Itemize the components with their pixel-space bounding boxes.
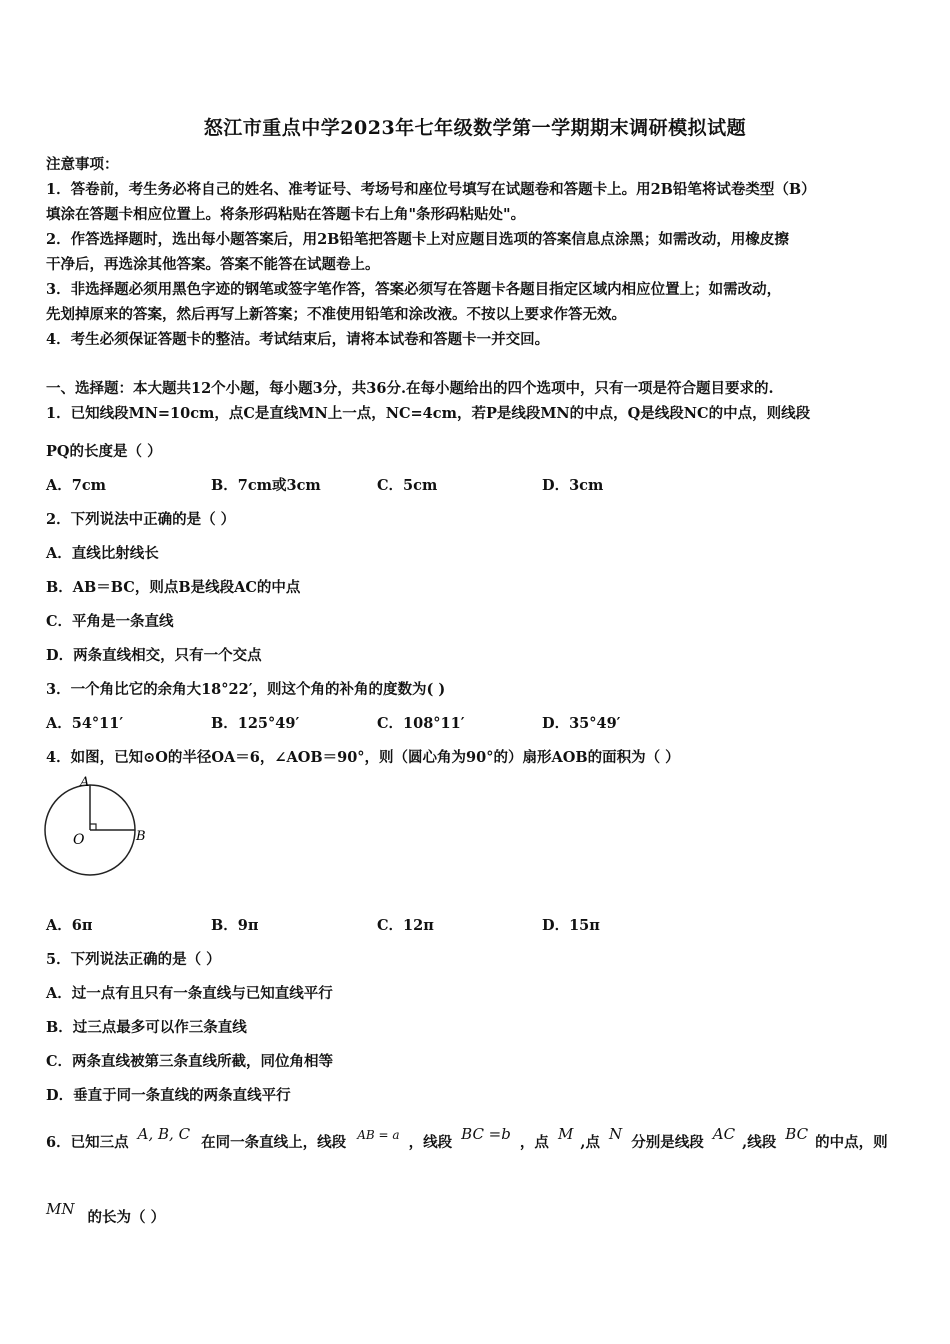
stem-text: 的长为（ ） [87, 1209, 166, 1226]
stem-text: 6．已知三点 [46, 1134, 129, 1151]
notice-line: 1．答卷前，考生务必将自己的姓名、准考证号、考场号和座位号填写在试题卷和答题卡上。用2B铅笔将试卷类型（B） [46, 181, 816, 198]
stem-text: ，线段 [408, 1134, 453, 1151]
question-6-stem [46, 1125, 888, 1152]
math-m: M [557, 1125, 574, 1143]
option-d: D．35°49′ [542, 715, 621, 732]
question-2-option-a: A．直线比射线长 [46, 545, 159, 562]
stem-text: 分别是线段 [631, 1134, 704, 1151]
question-4-stem: 4．如图，已知⊙O的半径OA＝6，∠AOB＝90°，则（圆心角为90°的）扇形AOB的面积为（ ） [46, 749, 680, 766]
right-angle-mark [90, 824, 96, 830]
question-5-option-c: C．两条直线被第三条直线所截，同位角相等 [46, 1053, 334, 1070]
math-points: A, B, C [137, 1125, 191, 1143]
circle-sector-figure [38, 772, 158, 890]
option-b: B．9π [211, 917, 259, 934]
question-2-stem: 2．下列说法中正确的是（ ） [46, 511, 236, 528]
math-bc: BC =b [461, 1125, 511, 1143]
notice-line: 填涂在答题卡相应位置上。将条形码粘贴在答题卡右上角"条形码粘贴处"。 [46, 206, 526, 223]
option-c: C．5cm [377, 477, 438, 494]
question-6-stem-cont [46, 1200, 166, 1227]
option-c: C．12π [377, 917, 434, 934]
stem-text: ,线段 [742, 1134, 777, 1151]
option-d: D．3cm [542, 477, 604, 494]
question-5-option-b: B．过三点最多可以作三条直线 [46, 1019, 247, 1036]
option-b: B．125°49′ [211, 715, 300, 732]
notice-heading: 注意事项： [46, 156, 119, 173]
stem-text: 的中点，则 [815, 1134, 888, 1151]
math-mn: MN [46, 1200, 75, 1218]
option-a: A．7cm [46, 477, 107, 494]
notice-line: 3．非选择题必须用黑色字迹的钢笔或签字笔作答，答案必须写在答题卡各题目指定区域内相应位置上；如需改动， [46, 281, 782, 298]
question-2-option-b: B．AB＝BC，则点B是线段AC的中点 [46, 579, 301, 596]
question-1-stem: 1．已知线段MN=10cm，点C是直线MN上一点，NC=4cm，若P是线段MN的中点，Q是线段NC的中点，则线段 [46, 405, 811, 422]
notice-line: 干净后，再选涂其他答案。答案不能答在试题卷上。 [46, 256, 380, 273]
question-2-option-c: C．平角是一条直线 [46, 613, 174, 630]
option-a: A．6π [46, 917, 93, 934]
notice-line: 4．考生必须保证答题卡的整洁。考试结束后，请将本试卷和答题卡一并交回。 [46, 331, 550, 348]
stem-text: ,点 [580, 1134, 600, 1151]
question-5-stem: 5．下列说法正确的是（ ） [46, 951, 221, 968]
option-d: D．15π [542, 917, 600, 934]
label-o: O [73, 832, 85, 848]
option-c: C．108°11′ [377, 715, 465, 732]
section-heading: 一、选择题：本大题共12个小题，每小题3分，共36分.在每小题给出的四个选项中，只有一项是符合题目要求的. [46, 380, 774, 397]
question-1-stem-cont: PQ的长度是（ ） [46, 443, 162, 460]
math-n: N [609, 1125, 623, 1143]
stem-text: ，点 [519, 1134, 549, 1151]
math-ac: AC [712, 1125, 736, 1143]
notice-line: 2．作答选择题时，选出每小题答案后，用2B铅笔把答题卡上对应题目选项的答案信息点涂黑；如需改动，用橡皮擦 [46, 231, 789, 248]
exam-title: 怒江市重点中学2023年七年级数学第一学期期末调研模拟试题 [203, 117, 747, 139]
question-5-option-a: A．过一点有且只有一条直线与已知直线平行 [46, 985, 333, 1002]
label-b: B [136, 829, 146, 844]
notice-line: 先划掉原来的答案，然后再写上新答案；不准使用铅笔和涂改液。不按以上要求作答无效。 [46, 306, 626, 323]
math-bc2: BC [785, 1125, 809, 1143]
math-ab: AB = a [357, 1128, 400, 1142]
question-5-option-d: D．垂直于同一条直线的两条直线平行 [46, 1087, 291, 1104]
question-2-option-d: D．两条直线相交，只有一个交点 [46, 647, 262, 664]
label-a: A [80, 775, 90, 790]
option-b: B．7cm或3cm [211, 477, 321, 494]
option-a: A．54°11′ [46, 715, 124, 732]
question-3-stem: 3．一个角比它的余角大18°22′，则这个角的补角的度数为( ) [46, 681, 446, 698]
stem-text: 在同一条直线上，线段 [201, 1134, 347, 1151]
